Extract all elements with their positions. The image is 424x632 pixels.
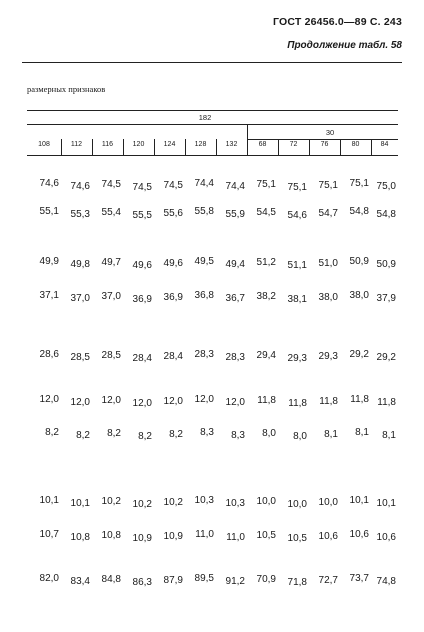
- table-cell: 72,7: [318, 575, 338, 586]
- column-divider: [123, 139, 124, 155]
- table-cell: 38,1: [287, 294, 307, 305]
- table-cell: 49,8: [70, 259, 90, 270]
- table-cell: 29,3: [287, 353, 307, 364]
- table-cell: 37,0: [101, 291, 121, 302]
- table-cell: 12,0: [194, 394, 214, 405]
- table-cell: 74,8: [376, 576, 396, 587]
- column-header: 68: [258, 141, 267, 148]
- table-cell: 11,8: [257, 395, 276, 406]
- table-cell: 8,3: [200, 427, 214, 438]
- table-cell: 11,8: [377, 397, 396, 408]
- table-cell: 55,9: [225, 209, 245, 220]
- table-cell: 50,9: [376, 259, 396, 270]
- table-cell: 36,8: [194, 290, 214, 301]
- table-cell: 11,0: [195, 529, 214, 540]
- table-cell: 54,7: [318, 208, 338, 219]
- table-cell: 10,2: [132, 499, 152, 510]
- column-header: 108: [38, 141, 50, 148]
- table-cell: 74,6: [39, 178, 59, 189]
- table-cell: 49,6: [163, 258, 183, 269]
- table-cell: 55,4: [101, 207, 121, 218]
- table-cell: 10,2: [163, 497, 183, 508]
- table-cell: 28,3: [225, 352, 245, 363]
- table-cell: 74,6: [70, 181, 90, 192]
- table-cell: 11,8: [350, 394, 369, 405]
- table-cell: 28,4: [163, 351, 183, 362]
- table-cell: 49,6: [132, 260, 152, 271]
- table-cell: 74,4: [194, 178, 214, 189]
- table-continuation-label: Продолжение табл. 58: [287, 40, 402, 51]
- table-cell: 75,0: [376, 181, 396, 192]
- table-cell: 55,6: [163, 208, 183, 219]
- table-cell: 29,4: [256, 350, 276, 361]
- table-cell: 12,0: [163, 396, 183, 407]
- table-cell: 70,9: [256, 574, 276, 585]
- table-cell: 12,0: [225, 397, 245, 408]
- column-header: 76: [320, 141, 329, 148]
- table-cell: 10,0: [318, 497, 338, 508]
- table-cell: 10,0: [287, 499, 307, 510]
- table-cell: 10,1: [349, 495, 369, 506]
- table-cell: 8,1: [382, 430, 396, 441]
- table-cell: 74,4: [225, 181, 245, 192]
- table-cell: 29,2: [349, 349, 369, 360]
- column-header: 112: [70, 141, 83, 148]
- table-cell: 49,7: [101, 257, 121, 268]
- table-cell: 74,5: [101, 179, 121, 190]
- table-cell: 55,3: [70, 209, 90, 220]
- column-divider: [278, 139, 279, 155]
- table-cell: 8,2: [138, 431, 152, 442]
- table-cell: 71,8: [287, 577, 307, 588]
- table-cell: 54,6: [287, 210, 307, 221]
- table-cell: 55,8: [194, 206, 214, 217]
- table-cell: 10,1: [70, 498, 90, 509]
- table-cell: 73,7: [349, 573, 369, 584]
- table-cell: 49,9: [39, 256, 59, 267]
- table-cell: 8,3: [231, 430, 245, 441]
- table-cell: 37,0: [70, 293, 90, 304]
- column-divider: [92, 139, 93, 155]
- table-cell: 55,1: [39, 206, 59, 217]
- table-cell: 82,0: [39, 573, 59, 584]
- table-subtitle: размерных признаков: [27, 84, 106, 94]
- table-cell: 10,7: [39, 529, 59, 540]
- column-divider: [371, 139, 372, 155]
- table-cell: 29,2: [376, 352, 396, 363]
- table-cell: 75,1: [318, 180, 338, 191]
- table-cell: 12,0: [39, 394, 59, 405]
- table-cell: 10,0: [256, 496, 276, 507]
- table-cell: 28,5: [101, 350, 121, 361]
- table-cell: 54,8: [349, 206, 369, 217]
- table-cell: 12,0: [132, 398, 152, 409]
- table-cell: 84,8: [101, 574, 121, 585]
- table-cell: 74,5: [163, 180, 183, 191]
- table-cell: 49,5: [194, 256, 214, 267]
- column-header: 80: [351, 141, 360, 148]
- table-cell: 28,3: [194, 349, 214, 360]
- table-cell: 38,0: [349, 290, 369, 301]
- table-cell: 51,0: [318, 258, 338, 269]
- table-cell: 10,1: [376, 498, 396, 509]
- table-cell: 8,2: [169, 429, 183, 440]
- table-cell: 37,1: [39, 290, 59, 301]
- table-cell: 37,9: [376, 293, 396, 304]
- column-header: 124: [163, 141, 176, 148]
- table-cell: 54,5: [256, 207, 276, 218]
- column-header: 72: [289, 141, 298, 148]
- table-cell: 11,8: [288, 398, 307, 409]
- table-cell: 86,3: [132, 577, 152, 588]
- table-cell: 10,6: [318, 531, 338, 542]
- table-cell: 83,4: [70, 576, 90, 587]
- table-cell: 10,3: [225, 498, 245, 509]
- group-header-182: 182: [198, 113, 212, 122]
- table-cell: 51,1: [287, 260, 307, 271]
- table-cell: 12,0: [70, 397, 90, 408]
- table-cell: 28,4: [132, 353, 152, 364]
- table-cell: 10,9: [132, 533, 152, 544]
- table-cell: 36,9: [132, 294, 152, 305]
- table-cell: 10,2: [101, 496, 121, 507]
- table-cell: 74,5: [132, 182, 152, 193]
- column-divider: [185, 139, 186, 155]
- table-cell: 8,0: [293, 431, 307, 442]
- column-header: 128: [194, 141, 207, 148]
- table-cell: 10,6: [349, 529, 369, 540]
- table-cell: 75,1: [287, 182, 307, 193]
- column-header: 84: [380, 141, 389, 148]
- table-cell: 54,8: [376, 209, 396, 220]
- column-divider: [340, 139, 341, 155]
- table-cell: 10,8: [70, 532, 90, 543]
- group-header-30: 30: [325, 128, 335, 137]
- table-cell: 36,7: [225, 293, 245, 304]
- table-cell: 50,9: [349, 256, 369, 267]
- table-cell: 87,9: [163, 575, 183, 586]
- table-cell: 75,1: [349, 178, 369, 189]
- table-cell: 75,1: [256, 179, 276, 190]
- table-cell: 38,0: [318, 292, 338, 303]
- table-cell: 8,2: [76, 430, 90, 441]
- table-cell: 10,6: [376, 532, 396, 543]
- table-cell: 91,2: [225, 576, 245, 587]
- table-cell: 28,6: [39, 349, 59, 360]
- column-header: 132: [225, 141, 238, 148]
- standard-header: ГОСТ 26456.0—89 С. 243: [272, 16, 402, 28]
- column-header: 120: [132, 141, 145, 148]
- table-cell: 8,1: [355, 427, 369, 438]
- column-divider: [216, 139, 217, 155]
- table-cell: 10,8: [101, 530, 121, 541]
- table-cell: 11,0: [226, 532, 245, 543]
- table-cell: 10,5: [256, 530, 276, 541]
- table-cell: 38,2: [256, 291, 276, 302]
- table-cell: 10,9: [163, 531, 183, 542]
- table-cell: 36,9: [163, 292, 183, 303]
- table-cell: 8,2: [107, 428, 121, 439]
- table-cell: 10,5: [287, 533, 307, 544]
- table-cell: 49,4: [225, 259, 245, 270]
- table-cell: 89,5: [194, 573, 214, 584]
- column-divider: [309, 139, 310, 155]
- table-cell: 28,5: [70, 352, 90, 363]
- table-cell: 55,5: [132, 210, 152, 221]
- table-cell: 12,0: [101, 395, 121, 406]
- table-cell: 11,8: [319, 396, 338, 407]
- table-cell: 51,2: [256, 257, 276, 268]
- table-cell: 29,3: [318, 351, 338, 362]
- table-cell: 8,0: [262, 428, 276, 439]
- table-cell: 10,1: [39, 495, 59, 506]
- table-cell: 8,1: [324, 429, 338, 440]
- column-divider: [61, 139, 62, 155]
- column-header: 116: [101, 141, 114, 148]
- column-divider: [154, 139, 155, 155]
- table-cell: 10,3: [194, 495, 214, 506]
- table-cell: 8,2: [45, 427, 59, 438]
